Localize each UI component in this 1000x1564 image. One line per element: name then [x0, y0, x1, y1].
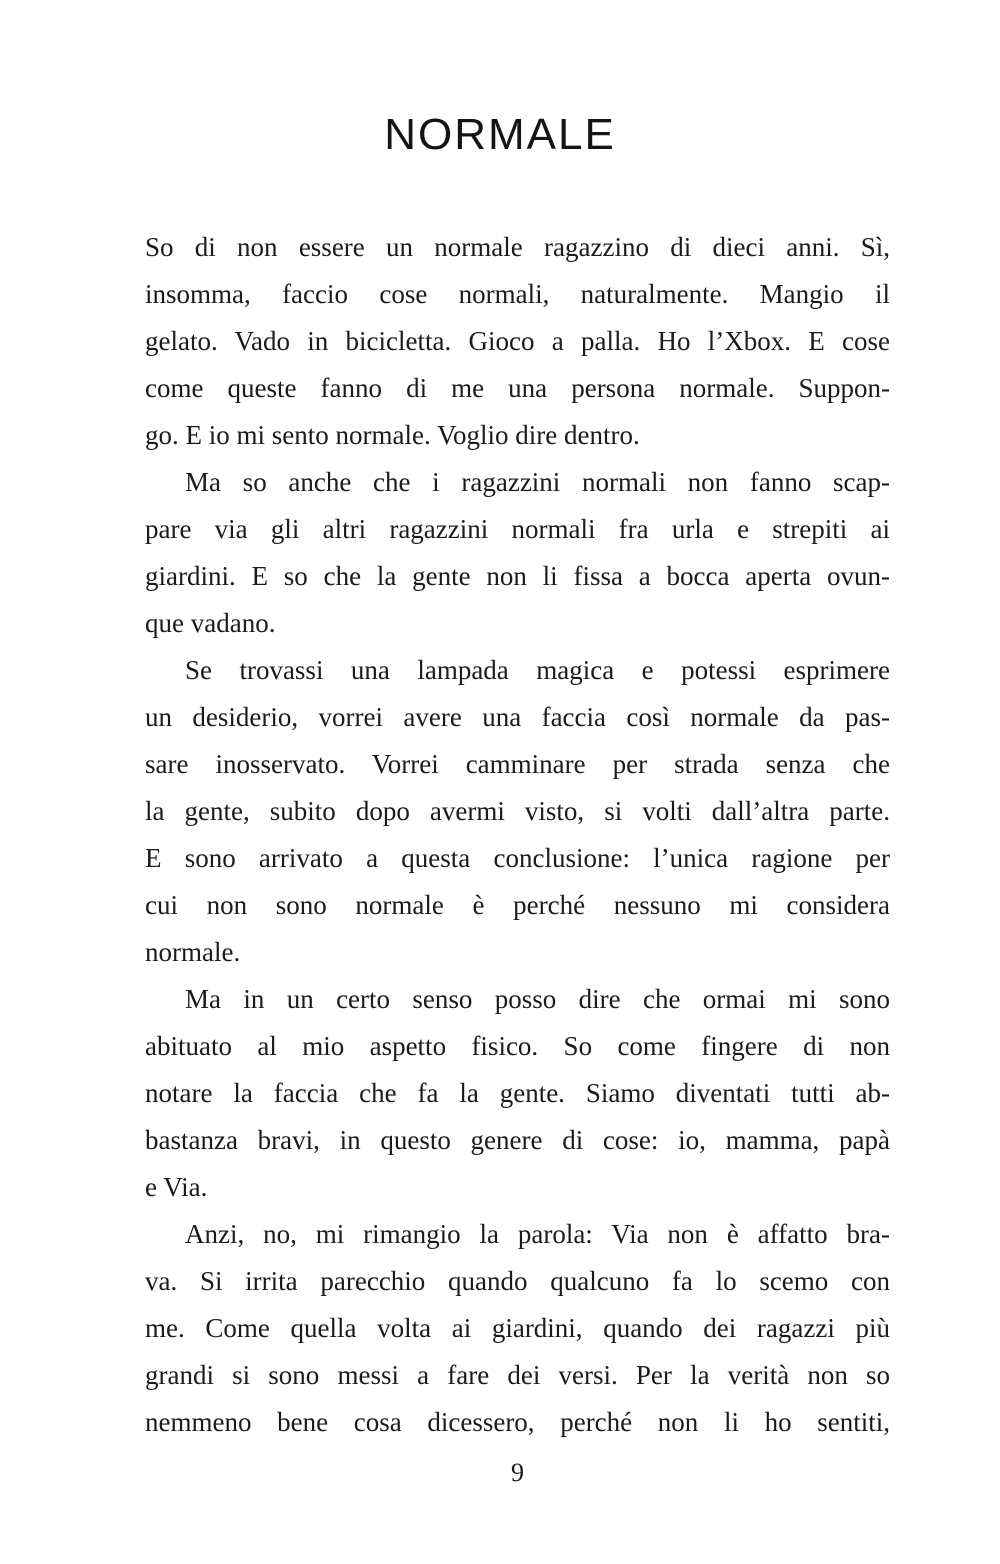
text-line: sare inosservato. Vorrei camminare per strada senza che — [145, 749, 890, 779]
text-line: abituato al mio aspetto fisico. So come fingere di non — [145, 1031, 890, 1061]
paragraph — [145, 224, 890, 459]
text-line: nemmeno bene cosa dicessero, perché non li ho sentiti, — [145, 1407, 890, 1437]
paragraph — [145, 1211, 890, 1446]
text-line: un desiderio, vorrei avere una faccia così normale da pas- — [145, 702, 890, 732]
text-line: gelato. Vado in bicicletta. Gioco a palla. Ho l’Xbox. E cose — [145, 326, 890, 356]
paragraph — [145, 647, 890, 976]
paragraph — [145, 976, 890, 1211]
text-line: grandi si sono messi a fare dei versi. Per la verità non so — [145, 1360, 890, 1390]
text-line: come queste fanno di me una persona normale. Suppon- — [145, 373, 890, 403]
text-line: Se trovassi una lampada magica e potessi esprimere — [185, 655, 890, 685]
text-line: Anzi, no, mi rimangio la parola: Via non è affatto bra- — [185, 1219, 890, 1249]
text-line: cui non sono normale è perché nessuno mi considera — [145, 890, 890, 920]
text-line: que vadano. — [145, 608, 276, 638]
text-line: insomma, faccio cose normali, naturalmente. Mangio il — [145, 279, 890, 309]
text-line: Ma so anche che i ragazzini normali non fanno scap- — [185, 467, 890, 497]
chapter-title: NORMALE — [384, 110, 616, 159]
text-line: giardini. E so che la gente non li fissa a bocca aperta ovun- — [145, 561, 890, 591]
text-line: notare la faccia che fa la gente. Siamo diventati tutti ab- — [145, 1078, 890, 1108]
text-line: normale. — [145, 937, 241, 967]
page-number: 9 — [511, 1458, 524, 1487]
text-line: So di non essere un normale ragazzino di dieci anni. Sì, — [145, 232, 890, 262]
text-line: go. E io mi sento normale. Voglio dire dentro. — [145, 420, 640, 450]
text-line: va. Si irrita parecchio quando qualcuno fa lo scemo con — [145, 1266, 890, 1296]
body-text — [145, 224, 890, 1446]
text-line: me. Come quella volta ai giardini, quando dei ragazzi più — [145, 1313, 890, 1343]
text-line: pare via gli altri ragazzini normali fra urla e strepiti ai — [145, 514, 890, 544]
paragraph — [145, 459, 890, 647]
text-line: E sono arrivato a questa conclusione: l’unica ragione per — [145, 843, 890, 873]
text-line: bastanza bravi, in questo genere di cose: io, mamma, papà — [145, 1125, 890, 1155]
text-line: la gente, subito dopo avermi visto, si volti dall’altra parte. — [145, 796, 890, 826]
text-line: e Via. — [145, 1172, 208, 1202]
text-line: Ma in un certo senso posso dire che ormai mi sono — [185, 984, 890, 1014]
